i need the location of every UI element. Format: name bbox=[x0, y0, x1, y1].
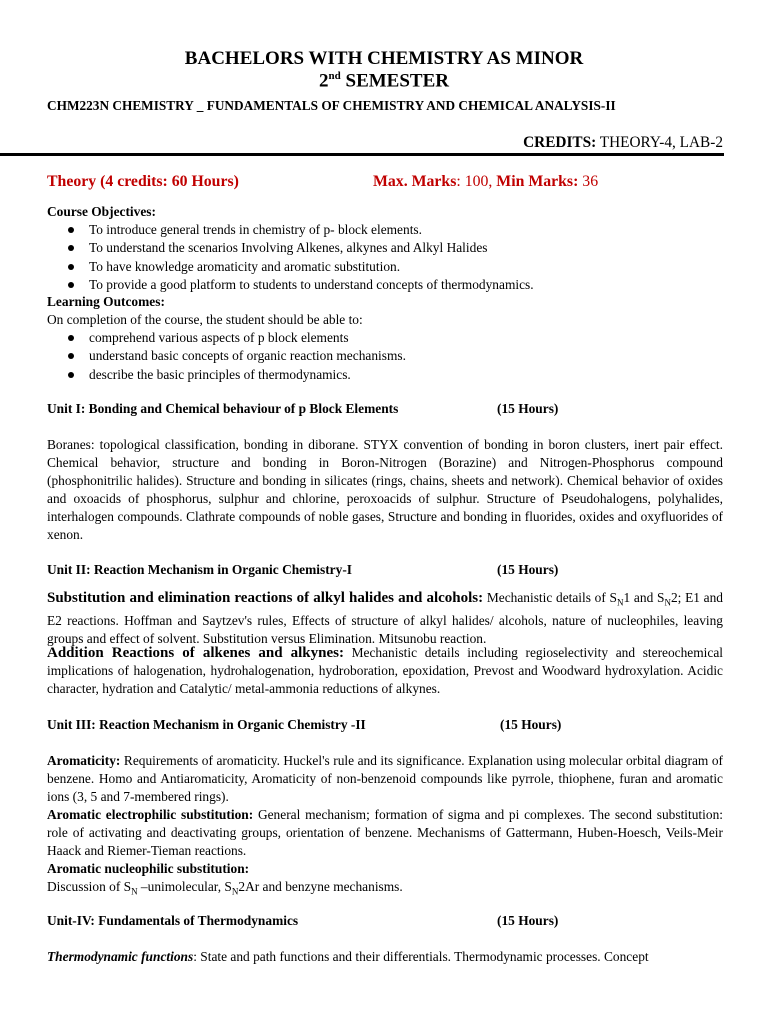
outcomes-intro: On completion of the course, the student should be able to: bbox=[47, 312, 363, 327]
unit1-hours: (15 Hours) bbox=[497, 401, 559, 416]
list-item: describe the basic principles of thermodynamics. bbox=[68, 366, 351, 384]
unit3-nucleophilic-heading: Aromatic nucleophilic substitution: bbox=[47, 861, 250, 876]
bullet-icon bbox=[68, 372, 74, 378]
unit3-aromaticity: Aromaticity: Requirements of aromaticity. Huckel's rule and its significance. Explanation using molecular orbital diagram of benzene. Homo and Antiaromaticity, Aromaticity of non-benzenoid compounds like pyrrole, thiophene, furan and aromatic ions (3, 5 and 7-membered rings). bbox=[47, 753, 723, 804]
bullet-icon bbox=[68, 227, 74, 233]
list-item: To understand the scenarios Involving Alkenes, alkynes and Alkyl Halides bbox=[68, 239, 487, 257]
theory-credits: Theory (4 credits: 60 Hours) bbox=[47, 173, 239, 190]
list-item: To provide a good platform to students to understand concepts of thermodynamics. bbox=[68, 276, 534, 294]
unit2-addition: Addition Reactions of alkenes and alkynes: Mechanistic details including regioselectivity and stereochemical implications of halogenation, hydrohalogenation, hydroboration, epoxidation, Prevost and Woodward hydroxylation. Acidic character, hydration and Catalytic/ metal-ammonia reductions of alkynes. bbox=[47, 645, 723, 696]
list-item: comprehend various aspects of p block elements bbox=[68, 329, 349, 347]
unit3-electrophilic: Aromatic electrophilic substitution: General mechanism; formation of sigma and pi complexes. The second substitution: role of activating and deactivating groups, orientation of benzene. Mechanisms of Gattermann, Huben-Hoesch, Veils-Meir Haack and Riemer-Tieman reactions. bbox=[47, 807, 723, 858]
unit2-title: Unit II: Reaction Mechanism in Organic Chemistry-I bbox=[47, 562, 352, 577]
unit2-hours: (15 Hours) bbox=[497, 562, 559, 577]
marks-line: Max. Marks: 100, Min Marks: 36 bbox=[373, 173, 599, 190]
unit2-substitution: Substitution and elimination reactions of alkyl halides and alcohols: Mechanistic details of $S_N1$ and $S_N2$; E1 and E2 reactions. Hoffman and Saytzev's rules, Effects of structure of alkyl halides/ alcohols, nature of nucleophiles, leaving groups and effect of solvent. Substitution versus Elimination. Mitsunobu reaction. bbox=[47, 590, 724, 646]
objectives-heading: Course Objectives: bbox=[47, 204, 156, 219]
unit3-title: Unit III: Reaction Mechanism in Organic Chemistry -II bbox=[47, 717, 366, 732]
credits-line: CREDITS: THEORY-4, LAB-2 bbox=[523, 134, 723, 151]
bullet-icon bbox=[68, 264, 74, 270]
unit4-functions: Thermodynamic functions: State and path functions and their differentials. Thermodynamic processes. Concept bbox=[47, 949, 649, 964]
bullet-icon bbox=[68, 335, 74, 341]
bullet-icon bbox=[68, 282, 74, 288]
list-item: To introduce general trends in chemistry of p- block elements. bbox=[68, 221, 422, 239]
unit1-title: Unit I: Bonding and Chemical behaviour of p Block Elements bbox=[47, 401, 399, 416]
list-item: To have knowledge aromaticity and aromatic substitution. bbox=[68, 258, 400, 276]
unit4-hours: (15 Hours) bbox=[497, 913, 559, 928]
bullet-icon bbox=[68, 353, 74, 359]
unit3-hours: (15 Hours) bbox=[500, 717, 562, 732]
outcomes-heading: Learning Outcomes: bbox=[47, 294, 165, 309]
semester-title: 2nd SEMESTER bbox=[319, 70, 449, 92]
program-title: BACHELORS WITH CHEMISTRY AS MINOR bbox=[184, 48, 584, 69]
header-divider bbox=[0, 153, 724, 156]
list-item: understand basic concepts of organic reaction mechanisms. bbox=[68, 347, 406, 365]
unit3-nucleophilic-body: Discussion of $S_N$ –unimolecular, $S_N2Ar$ and benzyne mechanisms. bbox=[47, 879, 403, 897]
bullet-icon bbox=[68, 245, 74, 251]
unit1-body: Boranes: topological classification, bonding in diborane. STYX convention of bonding in boron clusters, inert pair effect. Chemical behavior, structure and bonding in Boron-Nitrogen (Borazine) and Nitrogen-Phosphorus compound (phosphonitrilic halides). Structure and bonding in silicates (rings, chains, sheets and network). Chemical behavior of oxides and oxoacids of phosphorus, sulphur and chlorine, peroxoacids of sulphur. Structure of Pseudohalogens, polyhalides, interhalogen compounds. Clathrate compounds of noble gases, Structure and bonding in fluorides, oxides and oxyfluorides of xenon. bbox=[47, 437, 723, 542]
unit4-title: Unit-IV: Fundamentals of Thermodynamics bbox=[47, 913, 299, 928]
course-code-title: CHM223N CHEMISTRY _ FUNDAMENTALS OF CHEMISTRY AND CHEMICAL ANALYSIS-II bbox=[47, 98, 616, 113]
